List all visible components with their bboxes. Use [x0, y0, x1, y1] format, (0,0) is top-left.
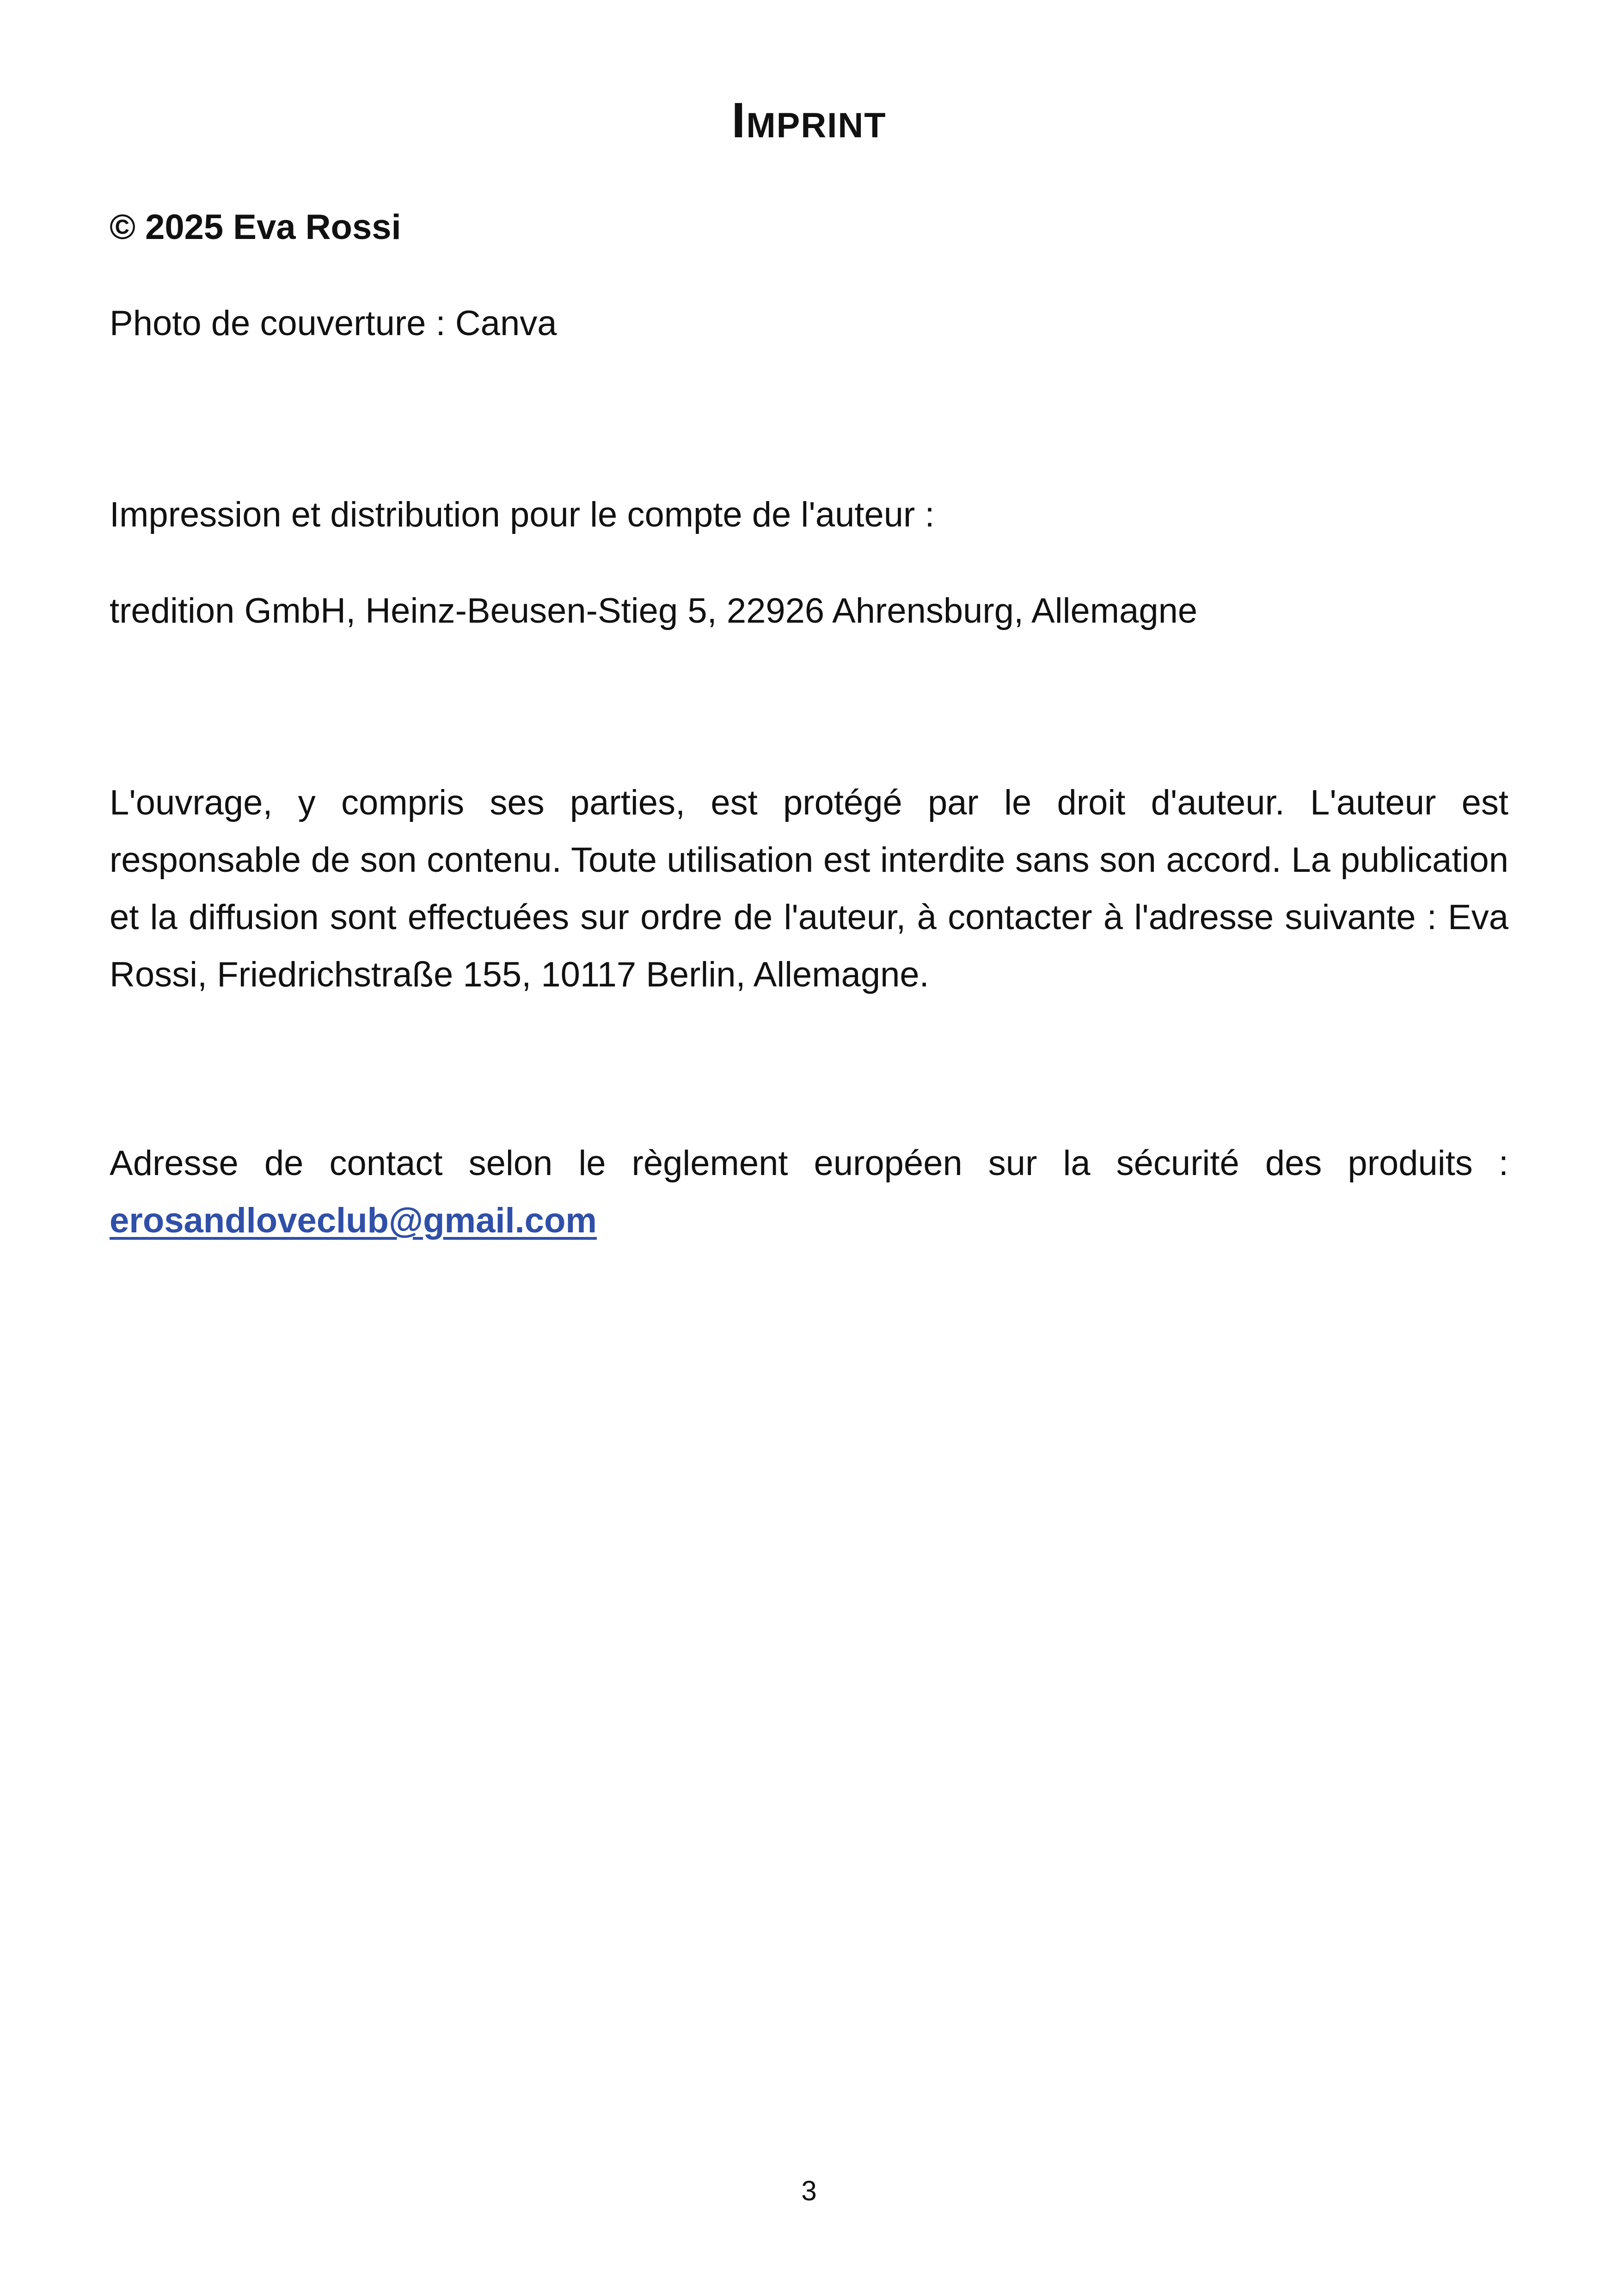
contact-section [110, 1135, 1508, 1249]
contact-email-link[interactable]: erosandloveclub@gmail.com [110, 1201, 597, 1240]
contact-label: Adresse de contact selon le règlement européen sur la sécurité des produits : [110, 1144, 1508, 1183]
printer-address: tredition GmbH, Heinz-Beusen-Stieg 5, 22926 Ahrensburg, Allemagne [110, 591, 1198, 631]
printing-label: Impression et distribution pour le compte de l'auteur : [110, 495, 935, 534]
page-number: 3 [801, 2175, 817, 2206]
copyright-notice: L'ouvrage, y compris ses parties, est protégé par le droit d'auteur. L'auteur est responsable de son contenu. Toute utilisation est interdite sans son accord. La publication et la diffusion sont effectuées sur ordre de l'auteur, à contacter à l'adresse suivante : Eva Rossi, Friedrichstraße 155, 10117 Berlin, Allemagne. [110, 783, 1508, 994]
cover-photo-credit: Photo de couverture : Canva [110, 304, 557, 343]
page-title: Imprint [731, 92, 887, 148]
copyright-line: © 2025 Eva Rossi [110, 208, 401, 247]
